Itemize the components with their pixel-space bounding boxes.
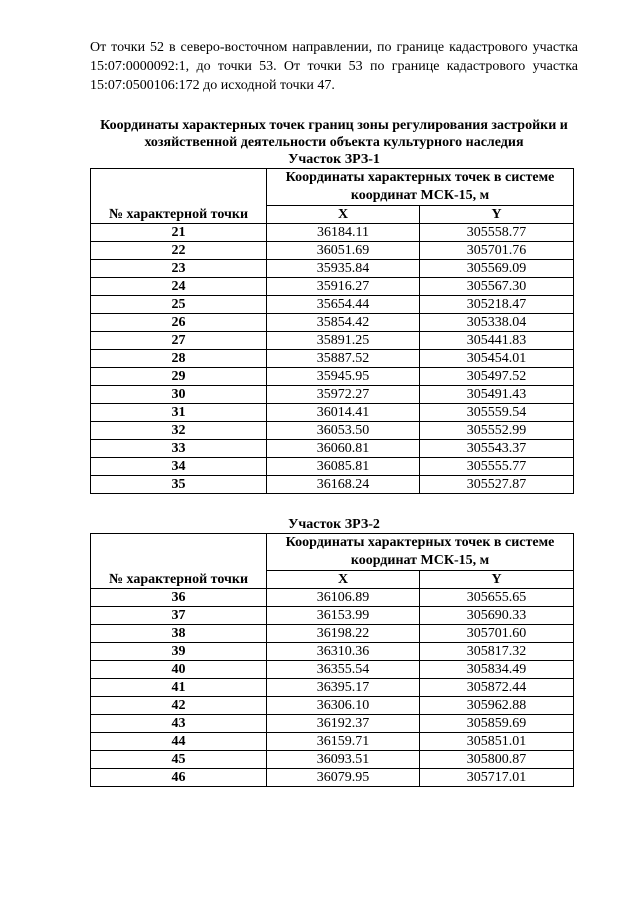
table-row [91, 625, 574, 643]
x-coordinate-cell: 36093.51 [267, 751, 420, 769]
y-coordinate-cell: 305851.01 [420, 733, 574, 751]
plot-title: Участок ЗРЗ-1 [288, 152, 380, 167]
table-body [91, 224, 574, 494]
table-row [91, 278, 574, 296]
point-number-cell: 44 [91, 733, 267, 751]
table-row [91, 314, 574, 332]
table-row [91, 589, 574, 607]
y-coordinate-cell: 305441.83 [420, 332, 574, 350]
point-number-cell: 42 [91, 697, 267, 715]
x-coordinate-cell: 35887.52 [267, 350, 420, 368]
point-number-cell: 26 [91, 314, 267, 332]
section-heading: Координаты характерных точек границ зоны регулирования застройки и хозяйственной деятельности объекта культурного наследия [100, 118, 568, 150]
point-number-cell: 29 [91, 368, 267, 386]
y-coordinate-cell: 305543.37 [420, 440, 574, 458]
table-row [91, 733, 574, 751]
y-coordinate-cell: 305491.43 [420, 386, 574, 404]
point-number-cell: 28 [91, 350, 267, 368]
x-coordinate-cell: 36014.41 [267, 404, 420, 422]
y-coordinate-cell: 305569.09 [420, 260, 574, 278]
intro-paragraph: От точки 52 в северо-восточном направлении, по границе кадастрового участка 15:07:0000092:1, до точки 53. От точки 53 по границе кадастрового участка 15:07:0500106:172 до исходной точки 47. [90, 40, 578, 93]
table-row [91, 661, 574, 679]
y-coordinate-cell: 305872.44 [420, 679, 574, 697]
table-row [91, 715, 574, 733]
x-coordinate-cell: 36106.89 [267, 589, 420, 607]
point-number-cell: 45 [91, 751, 267, 769]
y-coordinate-cell: 305552.99 [420, 422, 574, 440]
point-number-header: № характерной точки [91, 169, 267, 224]
x-coordinate-cell: 35854.42 [267, 314, 420, 332]
y-coordinate-cell: 305859.69 [420, 715, 574, 733]
table-row [91, 643, 574, 661]
table-row [91, 476, 574, 494]
x-coordinate-cell: 35972.27 [267, 386, 420, 404]
table-row [91, 607, 574, 625]
y-coordinate-cell: 305567.30 [420, 278, 574, 296]
table-row [91, 368, 574, 386]
y-coordinate-cell: 305717.01 [420, 769, 574, 787]
y-coordinate-cell: 305558.77 [420, 224, 574, 242]
table-row [91, 769, 574, 787]
y-coordinate-cell: 305655.65 [420, 589, 574, 607]
x-coordinate-cell: 36079.95 [267, 769, 420, 787]
x-coordinate-cell: 36053.50 [267, 422, 420, 440]
point-number-cell: 31 [91, 404, 267, 422]
x-coordinate-cell: 36395.17 [267, 679, 420, 697]
point-number-header: № характерной точки [91, 534, 267, 589]
y-coordinate-cell: 305338.04 [420, 314, 574, 332]
coordinates-table [90, 168, 574, 494]
point-number-cell: 38 [91, 625, 267, 643]
plot-title: Участок ЗРЗ-2 [288, 517, 380, 532]
table-row [91, 296, 574, 314]
point-number-cell: 22 [91, 242, 267, 260]
y-coordinate-cell: 305962.88 [420, 697, 574, 715]
y-column-header: Y [420, 206, 574, 224]
x-coordinate-cell: 36153.99 [267, 607, 420, 625]
x-coordinate-cell: 35945.95 [267, 368, 420, 386]
y-coordinate-cell: 305690.33 [420, 607, 574, 625]
y-coordinate-cell: 305555.77 [420, 458, 574, 476]
table-row [91, 332, 574, 350]
x-coordinate-cell: 36198.22 [267, 625, 420, 643]
table-row [91, 751, 574, 769]
x-coordinate-cell: 36060.81 [267, 440, 420, 458]
document-page [90, 38, 578, 787]
point-number-cell: 46 [91, 769, 267, 787]
y-coordinate-cell: 305701.60 [420, 625, 574, 643]
y-coordinate-cell: 305218.47 [420, 296, 574, 314]
point-number-cell: 23 [91, 260, 267, 278]
x-coordinate-cell: 35654.44 [267, 296, 420, 314]
coordinates-table [90, 533, 574, 787]
point-number-cell: 41 [91, 679, 267, 697]
point-number-cell: 24 [91, 278, 267, 296]
table-row [91, 350, 574, 368]
y-coordinate-cell: 305559.54 [420, 404, 574, 422]
table-row [91, 458, 574, 476]
y-coordinate-cell: 305817.32 [420, 643, 574, 661]
table-row [91, 386, 574, 404]
point-number-cell: 36 [91, 589, 267, 607]
x-column-header: X [267, 206, 420, 224]
coordinates-group-header: Координаты характерных точек в системе координат МСК-15, м [267, 534, 574, 571]
point-number-cell: 37 [91, 607, 267, 625]
table-row [91, 422, 574, 440]
x-coordinate-cell: 36168.24 [267, 476, 420, 494]
table-row [91, 440, 574, 458]
y-coordinate-cell: 305454.01 [420, 350, 574, 368]
y-coordinate-cell: 305497.52 [420, 368, 574, 386]
x-coordinate-cell: 35935.84 [267, 260, 420, 278]
point-number-cell: 40 [91, 661, 267, 679]
point-number-cell: 27 [91, 332, 267, 350]
table-row [91, 260, 574, 278]
x-coordinate-cell: 36355.54 [267, 661, 420, 679]
table-row [91, 242, 574, 260]
x-coordinate-cell: 36310.36 [267, 643, 420, 661]
point-number-cell: 33 [91, 440, 267, 458]
x-coordinate-cell: 36306.10 [267, 697, 420, 715]
point-number-cell: 43 [91, 715, 267, 733]
table-body [91, 589, 574, 787]
point-number-cell: 35 [91, 476, 267, 494]
x-coordinate-cell: 35891.25 [267, 332, 420, 350]
table-row [91, 224, 574, 242]
table-row [91, 679, 574, 697]
y-coordinate-cell: 305800.87 [420, 751, 574, 769]
x-coordinate-cell: 36192.37 [267, 715, 420, 733]
point-number-cell: 39 [91, 643, 267, 661]
x-coordinate-cell: 36085.81 [267, 458, 420, 476]
table-row [91, 697, 574, 715]
point-number-cell: 34 [91, 458, 267, 476]
point-number-cell: 25 [91, 296, 267, 314]
table-row [91, 404, 574, 422]
x-coordinate-cell: 36159.71 [267, 733, 420, 751]
x-column-header: X [267, 571, 420, 589]
y-column-header: Y [420, 571, 574, 589]
y-coordinate-cell: 305701.76 [420, 242, 574, 260]
x-coordinate-cell: 35916.27 [267, 278, 420, 296]
y-coordinate-cell: 305834.49 [420, 661, 574, 679]
point-number-cell: 30 [91, 386, 267, 404]
coordinates-group-header: Координаты характерных точек в системе координат МСК-15, м [267, 169, 574, 206]
point-number-cell: 21 [91, 224, 267, 242]
x-coordinate-cell: 36184.11 [267, 224, 420, 242]
y-coordinate-cell: 305527.87 [420, 476, 574, 494]
x-coordinate-cell: 36051.69 [267, 242, 420, 260]
point-number-cell: 32 [91, 422, 267, 440]
